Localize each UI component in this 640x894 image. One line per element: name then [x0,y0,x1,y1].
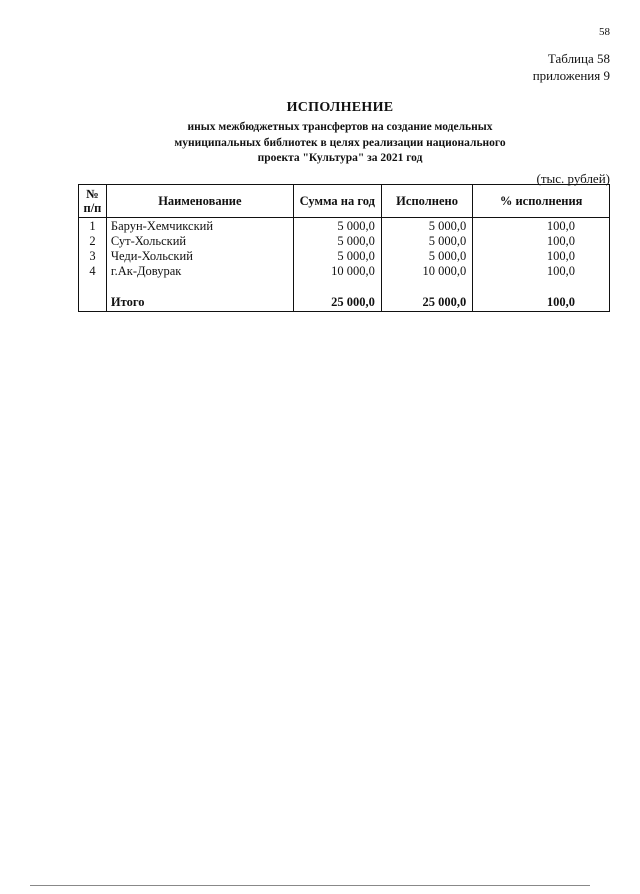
execution-table [78,184,610,312]
document-title: ИСПОЛНЕНИЕ [286,100,394,115]
row-percent: 100,0 [473,264,610,279]
row-name: Сут-Хольский [106,234,293,249]
header-name: Наименование [106,185,293,218]
row-executed: 10 000,0 [381,264,472,279]
row-percent: 100,0 [473,218,610,235]
spacer-row [79,279,610,293]
row-name: г.Ак-Довурак [106,264,293,279]
table-header [79,185,610,218]
spacer-cell [106,279,293,293]
table-reference [533,50,610,84]
total-sum: 25 000,0 [293,293,381,312]
row-name: Барун-Хемчикский [106,218,293,235]
row-sum: 5 000,0 [293,234,381,249]
header-number-symbol: № [86,187,99,201]
table-row [79,234,610,249]
total-row [79,293,610,312]
table-reference-appendix: приложения 9 [532,68,610,83]
row-number: 1 [79,218,107,235]
header-executed: Исполнено [381,185,472,218]
table-row [79,249,610,264]
subtitle-line-3: проекта "Культура" за 2021 год [257,152,423,164]
row-number: 3 [79,249,107,264]
table-row [79,264,610,279]
page-footer-line [30,885,590,886]
header-sum: Сумма на год [293,185,381,218]
spacer-cell [381,279,472,293]
subtitle-line-1: иных межбюджетных трансфертов на создание модельных [187,121,493,133]
table-body [79,218,610,312]
row-executed: 5 000,0 [381,218,472,235]
header-number-abbr: п/п [83,201,102,215]
total-percent: 100,0 [473,293,610,312]
spacer-cell [293,279,381,293]
total-label: Итого [106,293,293,312]
row-number: 4 [79,264,107,279]
row-executed: 5 000,0 [381,249,472,264]
row-number: 2 [79,234,107,249]
header-percent: % исполнения [473,185,610,218]
row-sum: 5 000,0 [293,249,381,264]
row-sum: 5 000,0 [293,218,381,235]
row-executed: 5 000,0 [381,234,472,249]
subtitle-line-2: муниципальных библиотек в целях реализации национального [174,136,506,149]
spacer-cell [473,279,610,293]
table-reference-number: Таблица 58 [547,51,610,66]
row-name: Чеди-Хольский [106,249,293,264]
row-sum: 10 000,0 [293,264,381,279]
row-percent: 100,0 [473,249,610,264]
header-number [79,185,107,218]
units-label: (тыс. рублей) [536,171,610,186]
page-number: 58 [599,26,610,38]
total-executed: 25 000,0 [381,293,472,312]
spacer-cell [79,279,107,293]
document-subtitle [170,120,510,167]
row-percent: 100,0 [473,234,610,249]
total-number [79,293,107,312]
table-row [79,218,610,235]
header-row [79,185,610,218]
